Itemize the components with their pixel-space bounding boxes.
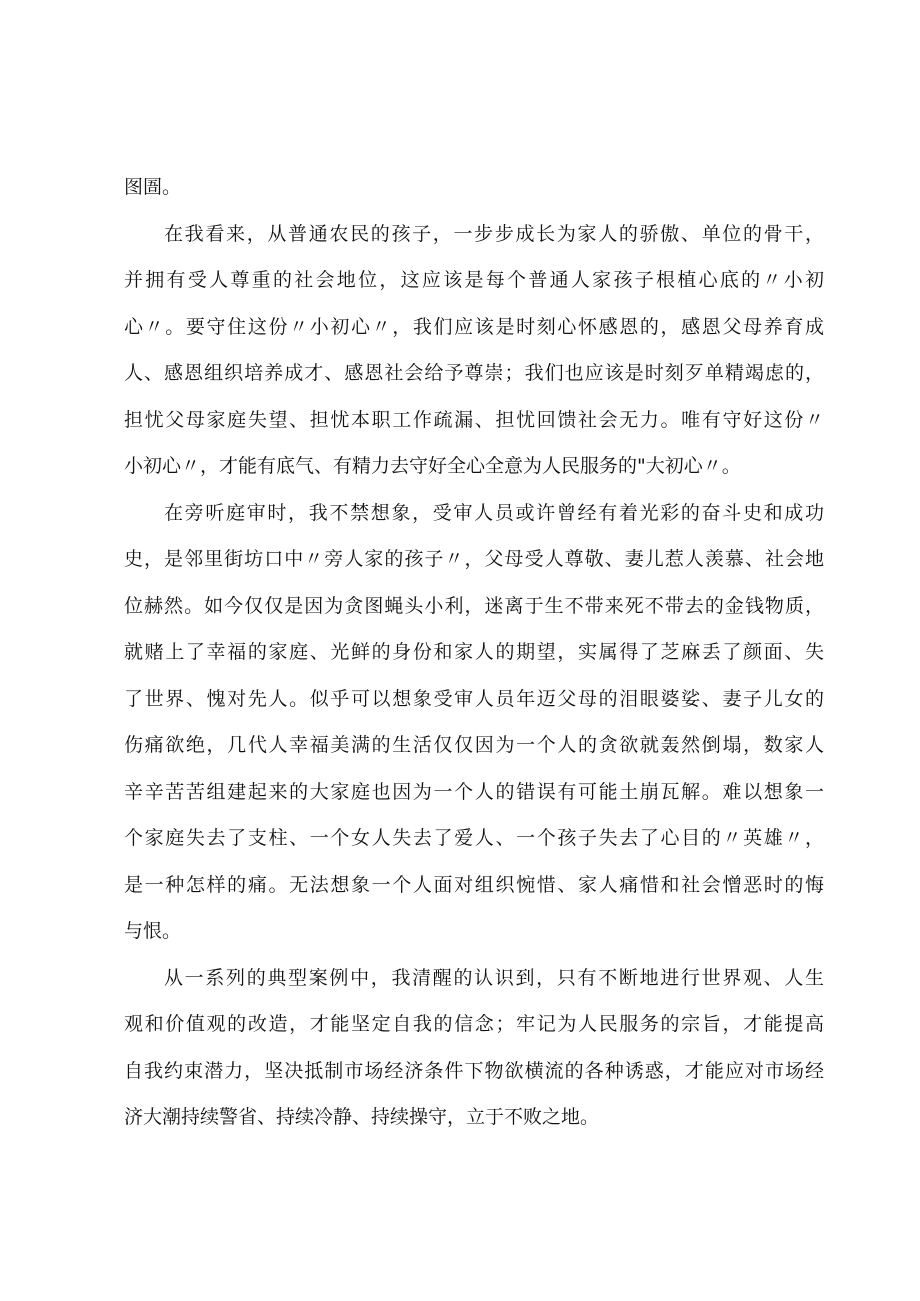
text-line: 伤痛欲绝，几代人幸福美满的生活仅仅因为一个人的贪欲就轰然倒塌，数家人 <box>124 734 824 756</box>
paragraph-first-line: 在我看来，从普通农民的孩子，一步步成长为家人的骄傲、单位的骨干， <box>164 223 824 245</box>
text-line: 史，是邻里街坊口中〃旁人家的孩子〃，父母受人尊敬、妻儿惹人羡慕、社会地 <box>124 548 824 570</box>
text-line: 自我约束潜力，坚决抵制市场经济条件下物欲横流的各种诱惑，才能应对市场经 <box>124 1060 824 1082</box>
text-line: 个家庭失去了支柱、一个女人失去了爱人、一个孩子失去了心目的〃英雄〃， <box>124 827 824 849</box>
text-line: 就赌上了幸福的家庭、光鲜的身份和家人的期望，实属得了芝麻丢了颜面、失 <box>124 641 824 663</box>
text-line: 观和价值观的改造，才能坚定自我的信念；牢记为人民服务的宗旨，才能提高 <box>124 1013 824 1035</box>
text-line: 小初心〃，才能有底气、有精力去守好全心全意为人民服务的"大初心〃。 <box>124 455 741 477</box>
text-line: 与恨。 <box>124 920 182 942</box>
text-line: 人、感恩组织培养成才、感恩社会给予尊崇；我们也应该是时刻歹单精竭虑的， <box>124 362 824 384</box>
paragraph-first-line: 从一系列的典型案例中，我清醒的认识到，只有不断地进行世界观、人生 <box>164 967 824 989</box>
text-line: 是一种怎样的痛。无法想象一个人面对组织惋惜、家人痛惜和社会憎恶时的悔 <box>124 874 824 896</box>
text-line: 济大潮持续警省、持续冷静、持续操守，立于不败之地。 <box>124 1106 600 1128</box>
paragraph-first-line: 在旁听庭审时，我不禁想象，受审人员或许曾经有着光彩的奋斗史和成功 <box>164 502 824 524</box>
text-line: 担忧父母家庭失望、担忧本职工作疏漏、担忧回馈社会无力。唯有守好这份〃 <box>124 409 824 431</box>
text-line: 图圄。 <box>124 176 182 198</box>
text-line: 并拥有受人尊重的社会地位，这应该是每个普通人家孩子根植心底的〃小初 <box>124 269 824 291</box>
text-line: 辛辛苦苦组建起来的大家庭也因为一个人的错误有可能土崩瓦解。难以想象一 <box>124 781 824 803</box>
text-line: 位赫然。如今仅仅是因为贪图蝇头小利，迷离于生不带来死不带去的金钱物质， <box>124 595 824 617</box>
text-line: 心〃。要守住这份〃小初心〃，我们应该是时刻心怀感恩的，感恩父母养育成 <box>124 316 824 338</box>
text-line: 了世界、愧对先人。似乎可以想象受审人员年迈父母的泪眼婆娑、妻子儿女的 <box>124 688 824 710</box>
